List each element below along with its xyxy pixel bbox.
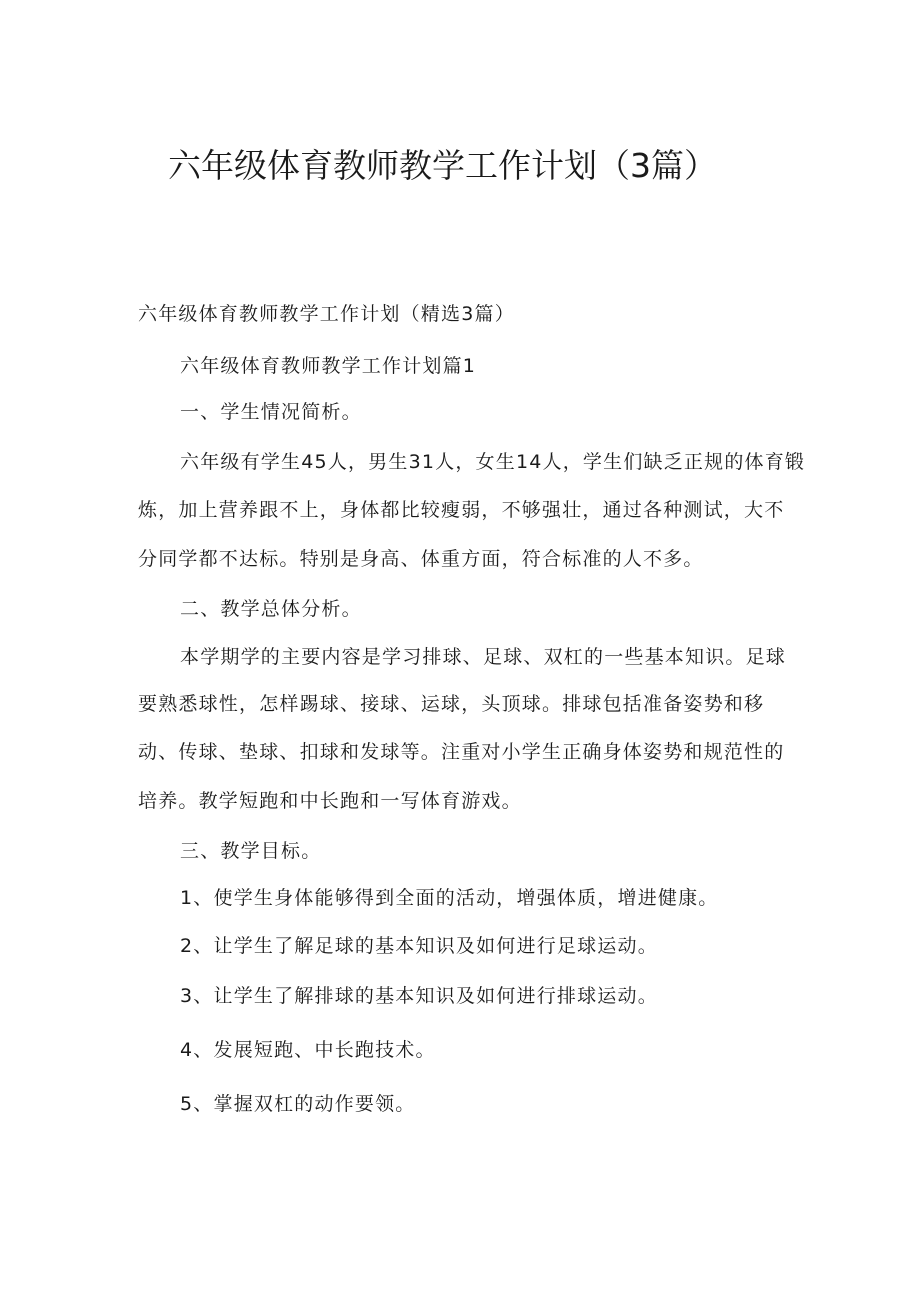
goal-item: 4、发展短跑、中长跑技术。 xyxy=(180,1039,436,1061)
heading-student-analysis: 一、学生情况简析。 xyxy=(180,401,362,423)
goal-item: 5、掌握双杠的动作要领。 xyxy=(180,1093,416,1115)
document-title: 六年级体育教师教学工作计划（3篇） xyxy=(168,146,717,185)
paragraph-line: 动、传球、垫球、扣球和发球等。注重对小学生正确身体姿势和规范性的 xyxy=(138,741,785,763)
document-subtitle: 六年级体育教师教学工作计划（精选3篇） xyxy=(138,303,515,325)
paragraph-line: 分同学都不达标。特别是身高、体重方面，符合标准的人不多。 xyxy=(138,548,704,570)
paragraph-line: 培养。教学短跑和中长跑和一写体育游戏。 xyxy=(138,790,522,812)
paragraph-line: 炼，加上营养跟不上，身体都比较瘦弱，不够强壮，通过各种测试，大不 xyxy=(138,499,785,521)
goal-item: 2、让学生了解足球的基本知识及如何进行足球运动。 xyxy=(180,935,658,957)
section-heading: 六年级体育教师教学工作计划篇1 xyxy=(180,355,477,377)
goal-item: 3、让学生了解排球的基本知识及如何进行排球运动。 xyxy=(180,985,658,1007)
paragraph-line: 六年级有学生45人，男生31人，女生14人，学生们缺乏正规的体育锻 xyxy=(180,451,806,473)
heading-teaching-goals: 三、教学目标。 xyxy=(180,840,322,862)
paragraph-line: 要熟悉球性，怎样踢球、接球、运球，头顶球。排球包括准备姿势和移 xyxy=(138,693,765,715)
heading-teaching-analysis: 二、教学总体分析。 xyxy=(180,598,362,620)
goal-item: 1、使学生身体能够得到全面的活动，增强体质，增进健康。 xyxy=(180,887,719,909)
paragraph-line: 本学期学的主要内容是学习排球、足球、双杠的一些基本知识。足球 xyxy=(180,646,787,668)
